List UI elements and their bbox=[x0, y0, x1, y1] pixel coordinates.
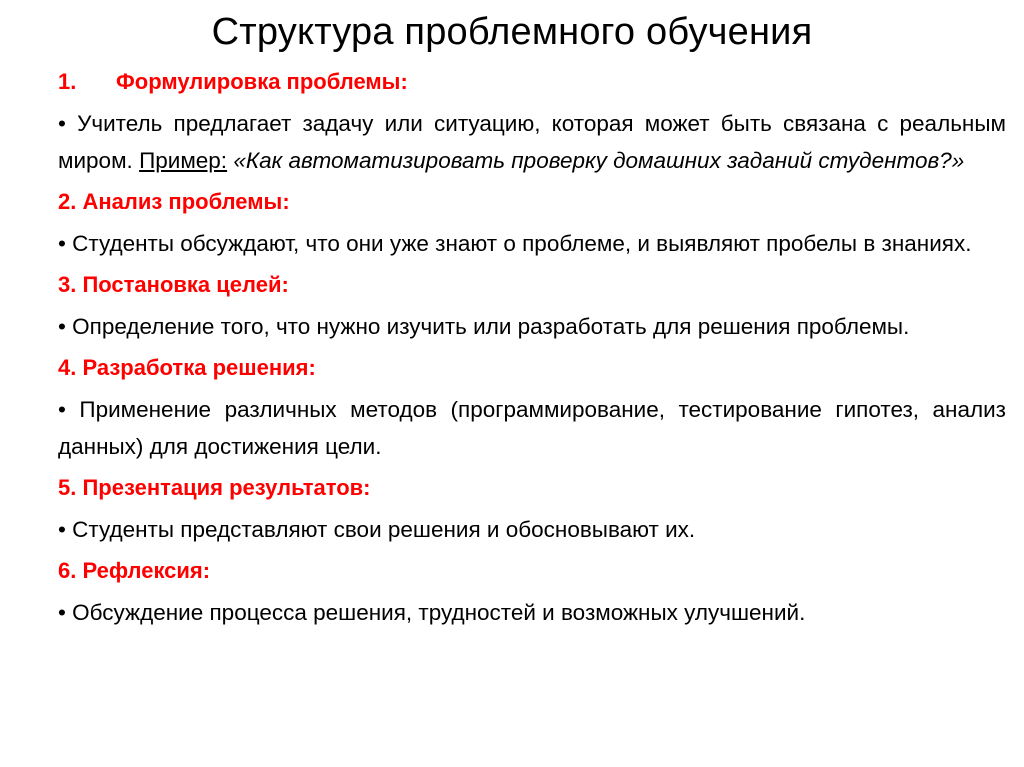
slide-content bbox=[58, 67, 1006, 639]
bullet: • bbox=[58, 397, 66, 422]
section-2-text: Студенты обсуждают, что они уже знают о проблеме, и выявляют пробелы в знаниях. bbox=[72, 231, 972, 256]
section-6-body bbox=[58, 594, 1006, 631]
section-2-heading: 2. Анализ проблемы: bbox=[58, 189, 290, 214]
bullet: • bbox=[58, 111, 66, 136]
section-5-heading: 5. Презентация результатов: bbox=[58, 475, 371, 500]
section-1-heading bbox=[58, 67, 1006, 97]
section-6-heading: 6. Рефлексия: bbox=[58, 558, 211, 583]
bullet: • bbox=[58, 517, 66, 542]
section-1-heading-text: Формулировка проблемы: bbox=[116, 69, 408, 94]
section-2-body bbox=[58, 225, 1006, 262]
example-label: Пример: bbox=[139, 148, 228, 173]
section-1-number: 1. bbox=[58, 69, 77, 94]
bullet: • bbox=[58, 600, 66, 625]
section-4-heading: 4. Разработка решения: bbox=[58, 355, 316, 380]
section-3-text: Определение того, что нужно изучить или разработать для решения проблемы. bbox=[72, 314, 910, 339]
example-text: «Как автоматизировать проверку домашних заданий студентов?» bbox=[233, 148, 965, 173]
slide-title: Структура проблемного обучения bbox=[211, 11, 813, 53]
section-4-text: Применение различных методов (программирование, тестирование гипотез, анализ данных) для достижения цели. bbox=[58, 397, 1006, 459]
section-3-heading: 3. Постановка целей: bbox=[58, 272, 289, 297]
section-4-body bbox=[58, 391, 1006, 465]
section-5-body bbox=[58, 511, 1006, 548]
section-6-text: Обсуждение процесса решения, трудностей и возможных улучшений. bbox=[72, 600, 806, 625]
bullet: • bbox=[58, 231, 66, 256]
bullet: • bbox=[58, 314, 66, 339]
section-5-text: Студенты представляют свои решения и обосновывают их. bbox=[72, 517, 696, 542]
section-1-body bbox=[58, 105, 1006, 179]
section-3-body bbox=[58, 308, 1006, 345]
section-1-text: Учитель предлагает задачу или ситуацию, которая может быть связана с реальным миром. bbox=[58, 111, 1006, 173]
